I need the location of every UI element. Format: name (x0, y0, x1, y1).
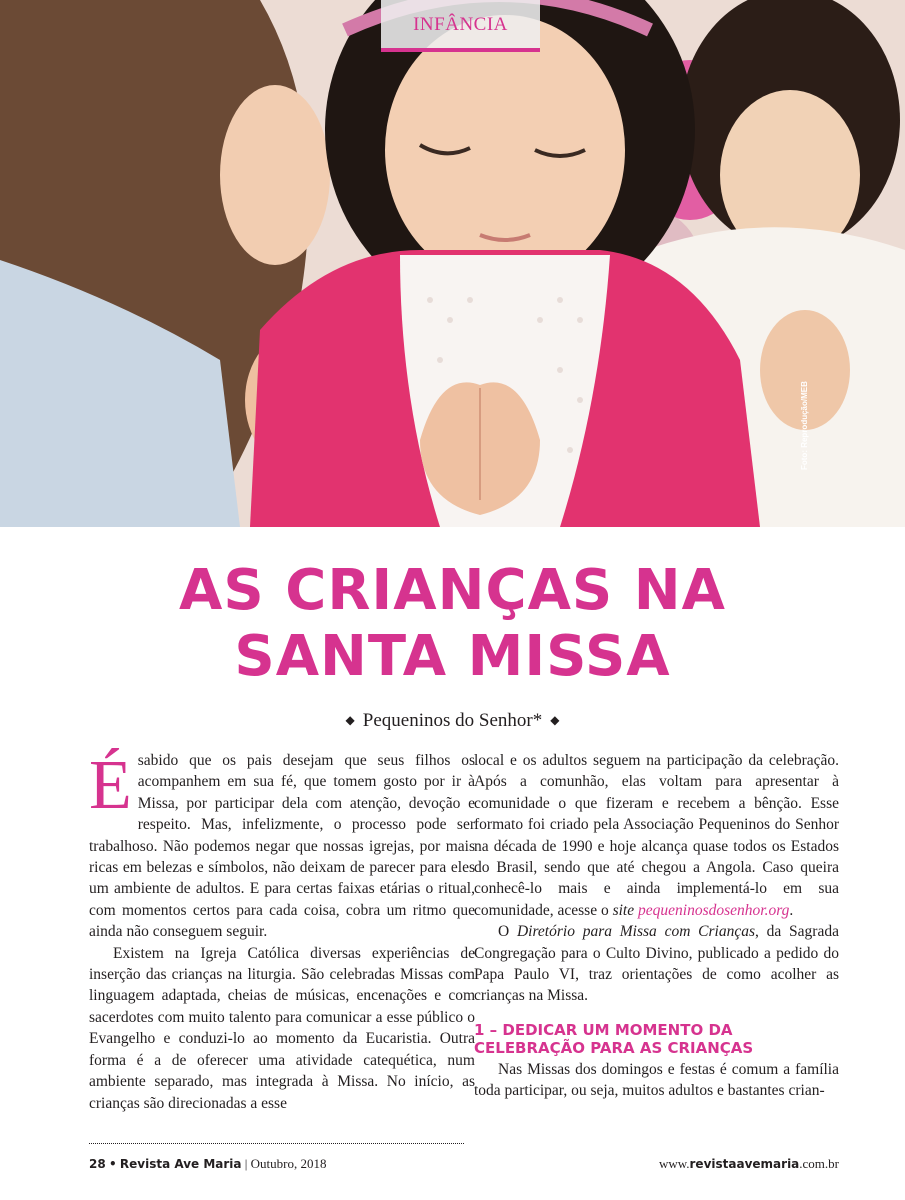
footer-divider (89, 1143, 464, 1144)
diamond-icon: ◆ (345, 713, 355, 727)
column-right (474, 750, 839, 1102)
paragraph-1-text: sabido que os pais desejam que seus filhos os acompanhem em sua fé, que tomem gosto por ir à Missa, por participar dela com atenção, devoção e respeito. Mas, infelizmente, o processo pode ser trabalhoso. Não podemos negar que nossas igrejas, por mais ricas em belezas e símbolos, não deixam de parecer para eles um ambiente de adultos. E para certas faixas etárias o ritual, com momentos certos para cada coisa, cobra um ritmo que ainda não conseguem seguir. (89, 752, 475, 941)
paragraph-4: O Diretório para Missa com Crianças, da Sagrada Congregação para o Culto Divino, publicado a pedido do Papa Paulo VI, traz orientações de como acolher as crianças na Missa. (474, 923, 839, 1005)
footer-website[interactable]: www.revistaavemaria.com.br (658, 1156, 839, 1171)
column-left (89, 747, 475, 1114)
author-name: Pequeninos do Senhor* (362, 710, 543, 731)
photo-credit: Foto: Reprodução/MEB (800, 381, 809, 470)
page-number: 28 (89, 1157, 106, 1171)
diamond-icon: ◆ (550, 713, 560, 727)
dropcap: É (89, 747, 132, 824)
footer-folio: 28 • Revista Ave Maria | Outubro, 2018 (89, 1156, 327, 1171)
paragraph-1 (89, 747, 475, 943)
directory-title: Diretório para Missa com Crianças (516, 923, 756, 941)
site-word: site (612, 901, 635, 919)
article-title (0, 558, 905, 690)
title-line-1: AS CRIANÇAS NA (179, 558, 726, 623)
subheading-1: 1 – DEDICAR UM MOMENTO DA CELEBRAÇÃO PARA AS CRIANÇAS (474, 1020, 754, 1057)
section-tag: INFÂNCIA (381, 0, 540, 52)
paragraph-3: local e os adultos seguem na participação da celebração. Após a comunhão, elas voltam para apresentar à comunidade o que fizeram e recebem a bênção. Esse formato foi criado pela Associação Pequeninos do Senhor na década de 1990 e hoje alcança quase todos os Estados do Brasil, sendo que até chegou a Angola. Caso queira conhecê-lo mais e ainda implementá-lo em sua comunidade, acesse o site pequeninosdosenhor.org. (474, 752, 839, 919)
paragraph-2: Existem na Igreja Católica diversas experiências de inserção das crianças na liturgia. São celebradas Missas com linguagem adaptada, cheias de músicas, encenações e com sacerdotes com muito talento para comunicar a esse público o Evangelho e conduzi-lo ao momento da Eucaristia. Outra forma é a de oferecer uma atividade catequética, num ambiente separado, mas integrada à Missa. No início, as crianças são direcionadas a esse (89, 944, 475, 1112)
praying-children-illustration (0, 0, 905, 527)
pequeninos-link[interactable]: pequeninosdosenhor.org (638, 901, 790, 919)
issue-date: Outubro, 2018 (250, 1156, 327, 1171)
magazine-name: Revista Ave Maria (119, 1157, 242, 1171)
author-byline (0, 710, 905, 732)
paragraph-5: Nas Missas dos domingos e festas é comum a família toda participar, ou seja, muitos adultos e bastantes crian- (474, 1060, 839, 1100)
hero-photo (0, 0, 905, 527)
title-line-2: SANTA MISSA (234, 624, 671, 689)
